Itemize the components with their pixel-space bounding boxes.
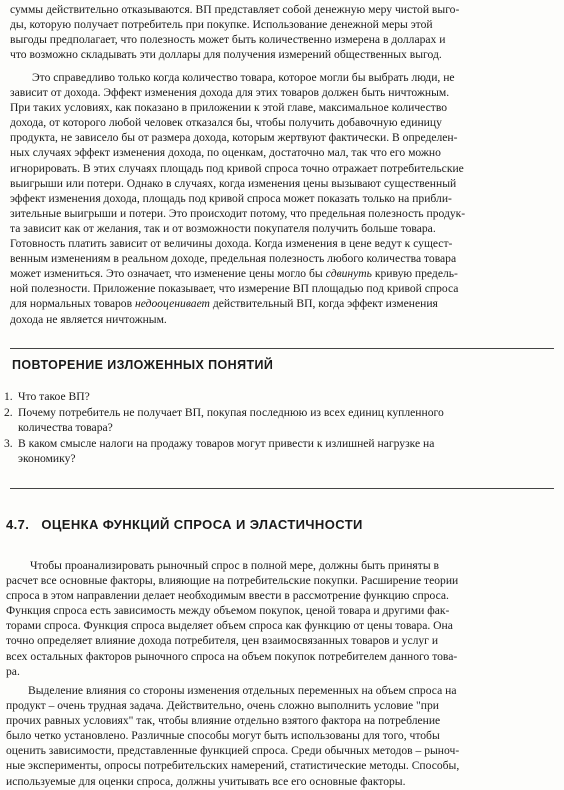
text-line: торами спроса. Функция спроса выделяет объем спроса как функцию от цены товара. Она [6,619,453,633]
text-line: Функция спроса есть зависимость между объемом покупок, ценой товара и другими фак- [6,604,450,618]
review-question [4,405,554,435]
text-line: эффект изменения дохода, площадь под кривой спроса может показать только на прибли- [10,191,452,205]
text-line: используемые для оценки спроса, должны учитывать все его основные факторы. [6,774,406,788]
question-text [18,389,90,404]
text-line: продукта, не зависело бы от размера дохода, которым жертвуют фактически. В определен- [10,131,458,145]
text-line: ра. [6,664,20,678]
text-line: Почему потребитель не получает ВП, покупая последнюю из всех единиц купленного [18,406,444,419]
text-line: зависит от дохода. Эффект изменения дохода для этих товаров должен быть ничтожным. [10,86,450,100]
section-heading-review: ПОВТОРЕНИЕ ИЗЛОЖЕННЫХ ПОНЯТИЙ [12,358,274,372]
text-segment: для нормальных товаров [10,297,133,311]
text-segment: может измениться. Это означает, что изменение цены могло бы [10,267,323,281]
text-segment: кривую предель- [371,267,458,281]
text-line: дохода, от которого любой человек отказался бы, чтобы получить добавочную единицу [10,116,442,130]
text-line: ные эксперименты, опросы потребительских намерений, статистические методы. Способы, [6,759,460,773]
paragraph-demand-function [6,558,554,679]
italic-term: недооценивает [134,297,210,311]
question-number: 3. [4,437,13,450]
text-line: прочих равных условиях" так, чтобы влияние отдельно взятого фактора на потребление [6,714,441,728]
section-heading-demand [6,517,363,532]
text-line: дохода не является ничтожным. [10,312,167,326]
text-line: игнорировать. В этих случаях площадь под кривой спроса точно отражает потребительские [10,161,464,175]
paragraph-continuation [10,2,554,62]
text-line: точно определяет влияние дохода потребителя, цен взаимосвязанных товаров и услуг и [6,634,439,648]
text-line: зительные выигрыши и потери. Это происходит потому, что предельная полезность продук- [10,206,466,220]
text-line: венным изменениям в реальном доходе, предельная полезность любого количества товара [10,252,457,266]
text-line: количества товара? [18,421,113,434]
text-line: ды, которую получает потребитель при покупке. Использование денежной меры этой [10,18,433,32]
text-line [10,266,554,281]
text-line: Выделение влияния со стороны изменения отдельных переменных на объем спроса на [28,684,457,697]
question-text [18,436,434,466]
section-divider [10,348,554,349]
text-line: экономику? [18,452,76,465]
text-line: ной полезности. Приложение показывает, что измерение ВП площадью под кривой спроса [10,282,459,296]
text-line: При таких условиях, как показано в приложении к этой главе, максимальное количество [10,101,448,115]
text-line: было четко установлено. Различные способы могут быть использованы для того, чтобы [6,729,440,743]
section-number: 4.7. [6,517,30,532]
text-line: что возможно складывать эти доллары для получения измерений общественных выгод. [10,48,442,62]
text-line: расчет все основные факторы, влияющие на потребительские покупки. Расширение теории [6,574,459,588]
question-text [18,405,444,435]
text-line: всех остальных факторов рыночного спроса на объем покупок потребителем данного това- [6,649,458,663]
italic-term: сдвинуть [325,267,372,281]
text-line: суммы действительно отказываются. ВП представляет собой денежную меру чистой выго- [10,3,460,16]
question-number: 2. [4,406,13,419]
question-number: 1. [4,390,13,403]
review-question [4,389,554,404]
section-divider [10,488,554,489]
text-line: В каком смысле налоги на продажу товаров могут привести к излишней нагрузке на [18,437,435,450]
text-line [10,296,554,311]
text-line: выигрыши или потери. Однако в случаях, когда изменения цены вызывают существенный [10,176,457,190]
text-line: Чтобы проанализировать рыночный спрос в полной мере, должны быть приняты в [30,559,439,572]
text-line: выгоды предполагает, что полезность может быть количественно измерена в долларах и [10,33,446,47]
text-line: оценить зависимости, представленные функцией спроса. Среди обычных методов – рыноч- [6,744,460,758]
paragraph-estimation-methods [6,683,554,789]
text-line: Это справедливо только когда количество товара, которое могли бы выбрать люди, не [32,71,455,84]
text-line: Что такое ВП? [18,390,90,403]
paragraph-income-effect [10,70,554,327]
section-title: ОЦЕНКА ФУНКЦИЙ СПРОСА И ЭЛАСТИЧНОСТИ [41,517,363,532]
text-line: продукт – очень трудная задача. Действительно, очень сложно выполнить условие "при [6,699,439,713]
review-question [4,436,554,466]
text-line: та зависит как от желания, так и от возможности покупателя получить больше товара. [10,221,436,235]
text-line: спроса в этом направлении делает необходимым ввести в рассмотрение функцию спроса. [6,589,449,603]
text-segment: действительный ВП, когда эффект изменения [209,297,438,311]
text-line: ных случаях эффект изменения дохода, по оценкам, достаточно мал, так что его можно [10,146,441,160]
text-line: Готовность платить зависит от величины дохода. Когда изменения в цене ведут к сущест- [10,237,453,251]
